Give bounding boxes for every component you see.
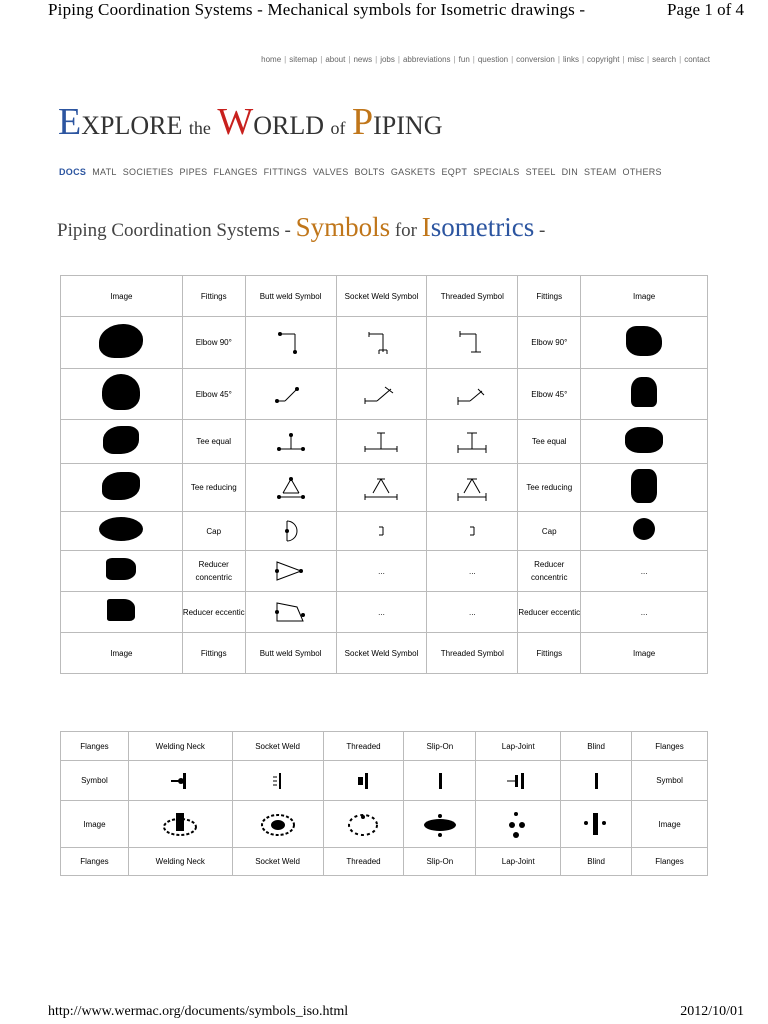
fitting-name: Cap: [182, 512, 245, 551]
category-nav-link-bolts[interactable]: BOLTS: [354, 167, 385, 177]
flanges-symbol-table: [60, 731, 708, 876]
table-footer-row: [61, 848, 708, 876]
flange-image: [323, 801, 404, 848]
socket-weld-flange-symbol: [232, 761, 323, 801]
lap-joint-symbol: [476, 761, 561, 801]
flange-image: [561, 801, 632, 848]
footer-cell: Fittings: [182, 633, 245, 674]
top-nav-link-about[interactable]: about: [325, 55, 346, 64]
socket-weld-symbol: [336, 420, 427, 464]
table-row: [61, 317, 708, 369]
top-nav-link-fun[interactable]: fun: [458, 55, 470, 64]
nav-separator: |: [397, 55, 400, 64]
header-cell: Flanges: [61, 732, 129, 761]
flange-image: [128, 801, 232, 848]
fitting-name: Tee reducing: [518, 464, 581, 512]
socket-weld-symbol: [336, 512, 427, 551]
print-footer-date: 2012/10/01: [680, 1004, 744, 1019]
fitting-name: Elbow 45°: [518, 369, 581, 420]
table-header-row: [61, 276, 708, 317]
logo-word-iping: IPING: [373, 111, 443, 140]
slip-on-symbol: [404, 761, 476, 801]
category-nav-link-matl[interactable]: MATL: [92, 167, 117, 177]
threaded-symbol: [427, 420, 518, 464]
fitting-name: Tee equal: [182, 420, 245, 464]
row-label: Symbol: [632, 761, 708, 801]
socket-weld-symbol: [336, 464, 427, 512]
footer-cell: Lap-Joint: [476, 848, 561, 876]
header-cell: Welding Neck: [128, 732, 232, 761]
header-cell: Threaded: [323, 732, 404, 761]
socket-weld-symbol: [336, 317, 427, 369]
footer-cell: Slip-On: [404, 848, 476, 876]
nav-separator: |: [375, 55, 378, 64]
footer-cell: Fittings: [518, 633, 581, 674]
header-cell: Image: [581, 276, 708, 317]
table-row: [61, 761, 708, 801]
category-navigation: [59, 167, 668, 177]
page-title: [57, 212, 545, 243]
fitting-image: [61, 464, 183, 512]
nav-separator: |: [622, 55, 625, 64]
threaded-symbol: ...: [427, 551, 518, 592]
socket-weld-symbol: ...: [336, 592, 427, 633]
header-cell: Butt weld Symbol: [245, 276, 336, 317]
fitting-name: Reducer eccentic: [182, 592, 245, 633]
footer-cell: Flanges: [632, 848, 708, 876]
top-nav-link-sitemap[interactable]: sitemap: [289, 55, 318, 64]
nav-separator: |: [472, 55, 475, 64]
fittings-symbol-table: [60, 275, 708, 674]
category-nav-link-others[interactable]: OTHERS: [622, 167, 662, 177]
fitting-name: Tee equal: [518, 420, 581, 464]
threaded-symbol: ...: [427, 592, 518, 633]
category-nav-link-steel[interactable]: STEEL: [525, 167, 556, 177]
table-row: [61, 369, 708, 420]
footer-cell: Blind: [561, 848, 632, 876]
logo-word-of: of: [330, 118, 346, 138]
footer-cell: Butt weld Symbol: [245, 633, 336, 674]
row-label: Image: [61, 801, 129, 848]
fitting-name: Elbow 90°: [518, 317, 581, 369]
flange-image: [404, 801, 476, 848]
nav-separator: |: [557, 55, 560, 64]
footer-cell: Image: [581, 633, 708, 674]
top-nav-link-question[interactable]: question: [477, 55, 509, 64]
top-nav-link-conversion[interactable]: conversion: [516, 55, 555, 64]
category-nav-link-docs[interactable]: DOCS: [59, 167, 87, 177]
footer-cell: Threaded Symbol: [427, 633, 518, 674]
table-row: [61, 464, 708, 512]
fitting-image: [581, 369, 708, 420]
fitting-name: Tee reducing: [182, 464, 245, 512]
top-navigation: [0, 55, 768, 64]
fitting-image: [581, 512, 708, 551]
fitting-image: [61, 551, 183, 592]
logo-word-xplore: XPLORE: [81, 111, 183, 140]
header-cell: Threaded Symbol: [427, 276, 518, 317]
threaded-symbol: [427, 512, 518, 551]
threaded-flange-symbol: [323, 761, 404, 801]
footer-cell: Welding Neck: [128, 848, 232, 876]
logo-letter-p: P: [352, 101, 374, 143]
category-nav-link-valves[interactable]: VALVES: [313, 167, 349, 177]
header-cell: Lap-Joint: [476, 732, 561, 761]
welding-neck-symbol: [128, 761, 232, 801]
butt-weld-symbol: [245, 369, 336, 420]
top-nav-link-misc[interactable]: misc: [627, 55, 645, 64]
butt-weld-symbol: [245, 464, 336, 512]
butt-weld-symbol: [245, 512, 336, 551]
table-header-row: [61, 732, 708, 761]
category-nav-link-societies[interactable]: SOCIETIES: [122, 167, 174, 177]
category-nav-link-specials[interactable]: SPECIALS: [473, 167, 520, 177]
top-nav-link-news[interactable]: news: [353, 55, 373, 64]
fitting-image: [581, 317, 708, 369]
header-cell: Fittings: [518, 276, 581, 317]
category-nav-link-din[interactable]: DIN: [561, 167, 579, 177]
header-cell: Socket Weld: [232, 732, 323, 761]
fitting-name: Elbow 45°: [182, 369, 245, 420]
header-cell: Slip-On: [404, 732, 476, 761]
logo-word-orld: ORLD: [253, 111, 324, 140]
flange-image: [476, 801, 561, 848]
header-cell: Fittings: [182, 276, 245, 317]
page-title-letter-i: I: [421, 212, 431, 242]
table-row: [61, 420, 708, 464]
table-row: [61, 801, 708, 848]
fitting-name: Reducer eccentic: [518, 592, 581, 633]
logo-letter-e: E: [58, 101, 82, 143]
fitting-image: [61, 420, 183, 464]
header-cell: Image: [61, 276, 183, 317]
footer-cell: Socket Weld: [232, 848, 323, 876]
fitting-image: [581, 464, 708, 512]
category-nav-link-fittings[interactable]: FITTINGS: [263, 167, 308, 177]
butt-weld-symbol: [245, 592, 336, 633]
site-logo[interactable]: [58, 100, 442, 144]
nav-separator: |: [581, 55, 585, 64]
header-cell: Flanges: [632, 732, 708, 761]
socket-weld-symbol: [336, 369, 427, 420]
category-nav-link-pipes[interactable]: PIPES: [179, 167, 208, 177]
nav-separator: |: [453, 55, 456, 64]
threaded-symbol: [427, 369, 518, 420]
footer-cell: Image: [61, 633, 183, 674]
category-nav-link-steam[interactable]: STEAM: [584, 167, 617, 177]
row-label: Symbol: [61, 761, 129, 801]
print-page-number: Page 1 of 4: [667, 0, 744, 19]
butt-weld-symbol: [245, 317, 336, 369]
page-title-isometrics: sometrics: [430, 212, 535, 242]
print-footer-url: http://www.wermac.org/documents/symbols_iso.html: [48, 1004, 349, 1019]
fitting-image: [61, 592, 183, 633]
fitting-image: [61, 512, 183, 551]
top-nav-link-home[interactable]: home: [261, 55, 282, 64]
fitting-image: [581, 420, 708, 464]
top-nav-link-search[interactable]: search: [652, 55, 677, 64]
flange-image: [232, 801, 323, 848]
blind-symbol: [561, 761, 632, 801]
table-footer-row: [61, 633, 708, 674]
footer-cell: Socket Weld Symbol: [336, 633, 427, 674]
logo-word-the: the: [188, 118, 211, 138]
nav-separator: |: [647, 55, 650, 64]
footer-cell: Flanges: [61, 848, 129, 876]
fitting-name: Reducer concentric: [518, 551, 581, 592]
nav-separator: |: [348, 55, 351, 64]
top-nav-link-jobs[interactable]: jobs: [380, 55, 395, 64]
fitting-image: [61, 369, 183, 420]
fitting-name: Elbow 90°: [182, 317, 245, 369]
table-row: [61, 551, 708, 592]
socket-weld-symbol: ...: [336, 551, 427, 592]
nav-separator: |: [284, 55, 287, 64]
category-nav-link-gaskets[interactable]: GASKETS: [390, 167, 436, 177]
page-title-symbols: Symbols: [295, 212, 391, 242]
fitting-name: Reducer concentric: [182, 551, 245, 592]
header-cell: Blind: [561, 732, 632, 761]
top-nav-link-copyright[interactable]: copyright: [587, 55, 620, 64]
butt-weld-symbol: [245, 420, 336, 464]
footer-cell: Threaded: [323, 848, 404, 876]
row-label: Image: [632, 801, 708, 848]
page-title-for: for: [390, 220, 422, 241]
fitting-name: Cap: [518, 512, 581, 551]
header-cell: Socket Weld Symbol: [336, 276, 427, 317]
table-row: [61, 512, 708, 551]
top-nav-link-contact[interactable]: contact: [684, 55, 710, 64]
fitting-image: ...: [581, 592, 708, 633]
nav-separator: |: [511, 55, 514, 64]
page-title-dash: -: [534, 220, 546, 241]
top-nav-link-links[interactable]: links: [562, 55, 579, 64]
category-nav-link-flanges[interactable]: FLANGES: [213, 167, 258, 177]
threaded-symbol: [427, 464, 518, 512]
threaded-symbol: [427, 317, 518, 369]
category-nav-link-eqpt[interactable]: EQPT: [441, 167, 468, 177]
print-header-title: Piping Coordination Systems - Mechanical symbols for Isometric drawings -: [48, 0, 586, 19]
page-title-main: Piping Coordination Systems -: [57, 220, 296, 241]
nav-separator: |: [320, 55, 323, 64]
nav-separator: |: [679, 55, 682, 64]
fitting-image: ...: [581, 551, 708, 592]
butt-weld-symbol: [245, 551, 336, 592]
top-nav-link-abbreviations[interactable]: abbreviations: [402, 55, 451, 64]
fitting-image: [61, 317, 183, 369]
table-row: [61, 592, 708, 633]
logo-letter-w: W: [217, 101, 254, 143]
